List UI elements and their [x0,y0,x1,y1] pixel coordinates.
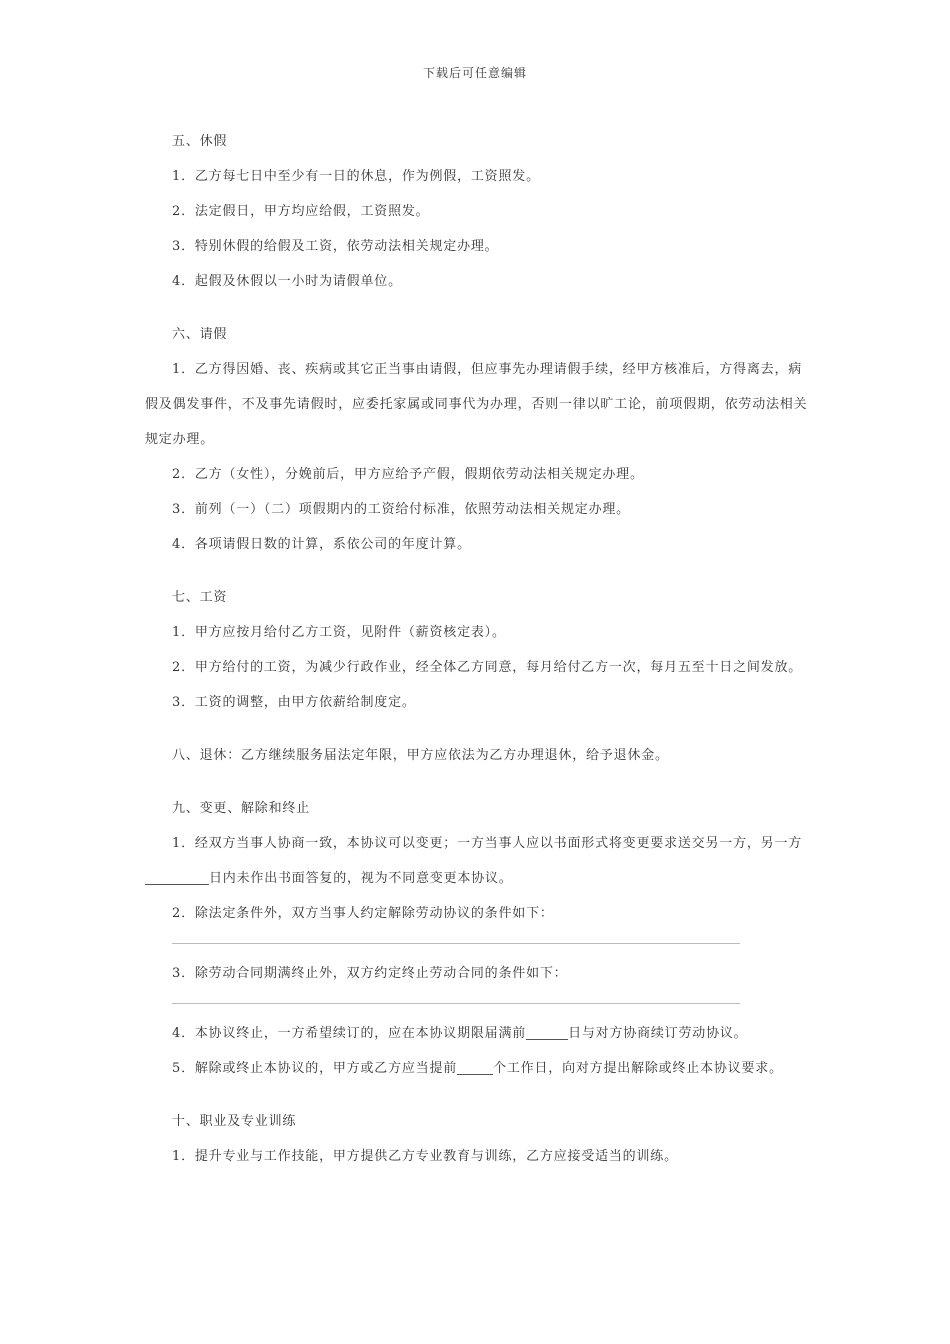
list-item [145,1051,815,1086]
fill-in-line[interactable] [172,1003,740,1004]
list-item: 3．前列（一）（二）项假期内的工资给付标准，依照劳动法相关规定办理。 [172,502,630,517]
fill-blank[interactable] [526,1025,568,1040]
list-item: 4．各项请假日数的计算，系依公司的年度计算。 [172,537,471,552]
item-text: 个工作日，向对方提出解除或终止本协议要求。 [493,1061,783,1076]
section-request-leave [145,317,815,562]
list-item: 1．乙方每七日中至少有一日的休息，作为例假，工资照发。 [172,169,540,184]
item-text: 5．解除或终止本协议的，甲方或乙方应当提前 [172,1061,458,1076]
item-text: 日与对方协商续订劳动协议。 [568,1026,748,1041]
list-item: 4．起假及休假以一小时为请假单位。 [172,274,402,289]
item-text: 1．经双方当事人协商一致，本协议可以变更；一方当事人应以书面形式将变更要求送交另一方，另一方 [172,836,803,851]
list-item: 3．特别休假的给假及工资，依劳动法相关规定办理。 [172,239,499,254]
section-title: 十、职业及专业训练 [172,1114,297,1129]
list-item: 3．除劳动合同期满终止外，双方约定终止劳动合同的条件如下： [172,966,568,981]
fill-blank[interactable] [457,1060,493,1075]
item-text: 日内未作出书面答复的，视为不同意变更本协议。 [209,871,513,886]
section-retirement [145,738,815,773]
section-title: 七、工资 [172,590,228,605]
list-item: 1．乙方得因婚、丧、疾病或其它正当事由请假，但应事先办理请假手续，经甲方核准后，方得离去，病假及偶发事件，不及事先请假时，应委托家属或同事代为办理，否则一律以旷工论，前项假期，依劳动法相关规定办理。 [145,362,808,447]
list-item [145,826,815,896]
section-text: 八、退休：乙方继续服务届法定年限，甲方应依法为乙方办理退休，给予退休金。 [172,748,669,763]
document-body [145,124,815,1174]
list-item: 2．除法定条件外，双方当事人约定解除劳动协议的条件如下： [172,906,554,921]
page-header: 下载后可任意编辑 [422,66,527,80]
list-item: 2．法定假日，甲方均应给假，工资照发。 [172,204,430,219]
list-item: 1．提升专业与工作技能，甲方提供乙方专业教育与训练，乙方应接受适当的训练。 [172,1149,678,1164]
section-wages [145,580,815,720]
list-item: 2．乙方（女性），分娩前后，甲方应给予产假，假期依劳动法相关规定办理。 [172,467,644,482]
section-title: 九、变更、解除和终止 [172,801,311,816]
section-change-termination [145,791,815,1086]
list-item: 3．工资的调整，由甲方依薪给制度定。 [172,695,416,710]
section-title: 五、休假 [172,134,228,149]
section-title: 六、请假 [172,327,228,342]
section-training [145,1104,815,1174]
list-item [145,1016,815,1051]
section-leave [145,124,815,299]
list-item: 1．甲方应按月给付乙方工资，见附件（薪资核定表）。 [172,625,506,640]
fill-in-line[interactable] [172,943,740,944]
fill-blank[interactable] [145,870,209,885]
item-text: 4．本协议终止，一方希望续订的，应在本协议期限届满前 [172,1026,527,1041]
list-item: 2．甲方给付的工资，为减少行政作业，经全体乙方同意，每月给付乙方一次，每月五至十日之间发放。 [172,660,803,675]
